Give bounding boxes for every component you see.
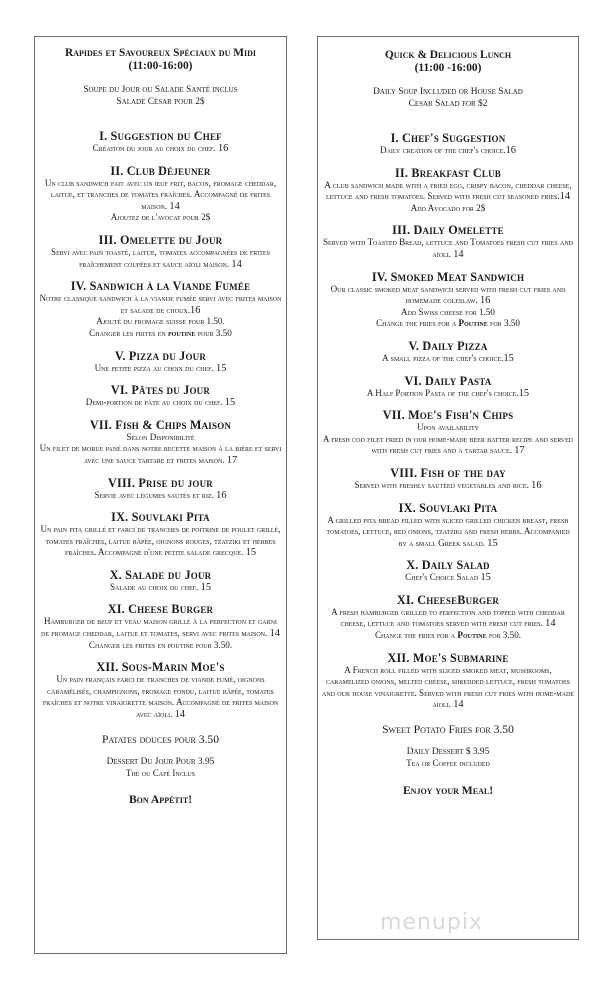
menu-item	[322, 501, 574, 550]
item-desc: Un pain français farci de tranches de viande fumé, oignons caramélisés, champignons, fromage fondu, laitue râpée, tomates fraîches et notre vinaigrette maison. Accompagné de frites maison avec aïoli.	[42, 674, 279, 720]
item-price: 15	[216, 362, 227, 374]
menu-item	[322, 651, 574, 711]
item-price: 15	[518, 387, 530, 399]
item-price: 16	[216, 489, 227, 501]
item-price: 16	[479, 295, 491, 307]
item-price: 15	[487, 537, 498, 549]
menu-item	[322, 374, 574, 400]
item-desc: A small pizza of the chef's choice.	[382, 352, 504, 363]
item-title: XII. Sous-Marin Moe's	[96, 660, 225, 675]
menu-hours: (11:00 -16:00)	[414, 62, 482, 74]
item-addon: Add Avocado for 2$	[410, 202, 486, 213]
item-note: Upon availability	[417, 422, 479, 433]
item-addon: Ajoutez de l'avocat pour 2$	[110, 212, 211, 223]
item-title: VII. Moe's Fish'n Chips	[382, 408, 514, 423]
item-desc: Served with Toasted Bread, lettuce and Tomatoes fresh cut fries and aïoli.	[323, 237, 573, 259]
item-price: 14	[453, 699, 464, 711]
item-desc: Daily creation of the chef's choice.	[380, 145, 506, 155]
dessert-line: Tea or Coffee included	[406, 758, 490, 769]
menu-item	[322, 270, 574, 330]
menu-item	[39, 510, 282, 559]
item-desc: A fresh cod filet fried in our home-made beer batter recipe and served with fresh cut fries and a tartar sauce.	[322, 433, 574, 456]
item-title: IV. Smoked Meat Sandwich	[371, 269, 525, 284]
item-price: 16	[505, 145, 516, 156]
item-title: IX. Souvlaki Pita	[111, 510, 210, 525]
menu-item	[39, 233, 282, 270]
menu-item	[39, 660, 282, 720]
english-menu-panel	[317, 36, 579, 940]
menu-item	[39, 418, 282, 467]
menu-item	[39, 476, 282, 502]
item-title: IV. Sandwich à la Viande Fumée	[70, 279, 251, 294]
item-desc: Salade au choix du chef.	[109, 581, 201, 592]
item-price: 15	[480, 572, 491, 584]
menu-item	[39, 383, 282, 409]
item-title: XI. Cheese Burger	[107, 602, 214, 617]
item-price: 15	[503, 352, 514, 364]
item-title: III. Daily Omelette	[392, 223, 504, 238]
french-menu-panel	[34, 36, 287, 954]
item-addon-bold: Poutine	[457, 630, 487, 641]
item-desc: A Half Portion Pasta of the chef's choice.	[366, 387, 519, 398]
item-title: VI. Pâtes du Jour	[110, 383, 211, 398]
item-desc: Un club sandwich fait avec un œuf frit, bacon, fromage cheddar, laitue, et tranches de tomates fraîches. Accompagné de frites maison.	[44, 177, 277, 211]
menu-item	[39, 602, 282, 651]
item-price: 14	[169, 200, 180, 212]
menu-hours: (11:00-16:00)	[128, 60, 193, 72]
menu-intro: Soupe du Jour ou Salade Santé inclus	[83, 85, 238, 95]
item-desc: A fresh hamburger grilled to perfection and topped with cheddar cheese, lettuce and tomatoes served with fresh cut fries.	[331, 606, 565, 629]
menu-item	[322, 408, 574, 457]
menu-title: Quick & Delicious Lunch	[384, 49, 512, 61]
item-desc: A grilled pita bread filled with sliced grilled chicken breast, fresh tomatoes, lettuce, red onions, tzatziki and fresh herbs. Accompanied by a small Greek salad.	[326, 514, 570, 548]
item-desc: Hamburger de beuf et veau maison grillé à la perfection et garni de fromage cheddar, laitue et tomates, servi avec frites maison.	[41, 616, 277, 639]
menu-title: Rapides et Savoureux Spéciaux du Midi	[65, 47, 256, 59]
dessert-line: Thé ou Café Inclus	[125, 767, 196, 778]
item-desc: Servie avec légumes sautés et riz.	[94, 489, 217, 500]
menu-item	[39, 164, 282, 224]
menu-item	[39, 349, 282, 375]
item-addon: for 3.50.	[486, 630, 522, 641]
item-price: 17	[226, 454, 238, 466]
item-addon: Add Swiss cheese for 1.50	[401, 306, 495, 317]
item-note: Selon Disponibilité	[126, 431, 195, 442]
item-price: 14	[545, 618, 556, 630]
item-price: 17	[514, 445, 525, 457]
menu-item	[322, 166, 574, 215]
item-title: III. Omelette du Jour	[98, 232, 223, 247]
menu-item	[322, 466, 574, 492]
menu-intro: Daily Soup Included or House Salad	[373, 87, 523, 97]
menu-intro: Cesar Salad for $2	[408, 98, 488, 109]
item-price: 14	[559, 191, 571, 203]
item-title: II. Club Déjeuner	[110, 163, 211, 178]
item-addon: Change the fries for a	[374, 630, 458, 641]
menu-intro: Salade César pour 2$	[116, 96, 205, 107]
item-desc: Demi-portion de pâte au choix du chef.	[85, 397, 225, 408]
item-title: X. Salade du Jour	[109, 567, 212, 582]
item-addon: for 3.50	[487, 318, 520, 329]
item-desc: Notre classique sandwich à la viande fumée servi avec frites maison et salade de choux.	[39, 293, 282, 315]
item-desc: Un pain pita grillé et farci de tranches de poitrine de poulet grillé, tomates fraîches, laitue râpée, oignons rouges, tzatziki et herbes fraîches. Accompagné d'une petite salade grecque.	[40, 524, 281, 558]
menu-item	[322, 131, 574, 157]
item-title: XI. CheeseBurger	[396, 592, 500, 607]
item-desc: Création du jour au choix du chef.	[92, 143, 218, 153]
item-price: 14	[174, 709, 186, 721]
item-desc: Served with freshly sautéed vegetables and rice.	[354, 479, 532, 490]
menu-item	[322, 558, 574, 584]
item-title: II. Breakfast Club	[394, 165, 501, 180]
menu-item	[322, 339, 574, 365]
item-desc: A French roll filled with sliced smoked meat, mushrooms, caramelized onions, melted cheese, shredded lettuce, fresh tomatoes and our house vinaigrette. Served with fresh cut fries with home-made aioli.	[322, 664, 574, 710]
item-title: VIII. Fish of the day	[390, 465, 506, 480]
item-title: I. Suggestion du Chef	[99, 129, 222, 143]
dessert-line: Daily Dessert $ 3.95	[406, 747, 490, 758]
item-price: 14	[269, 628, 280, 640]
item-desc: A club sandwich made with a fried egg, crispy bacon, cheddar cheese, lettuce and fresh tomatoes. Served with fresh cut seasoned fries.	[324, 179, 572, 202]
closing-message: Bon Appétit!	[128, 793, 193, 807]
item-title: X. Daily Salad	[406, 558, 490, 573]
item-addon: Changer les frites en poutine pour 3.50.	[88, 639, 233, 650]
item-price: 16	[531, 479, 542, 491]
item-addon: Ajouté du fromage suisse pour 1.50.	[96, 316, 225, 327]
item-price: 14	[231, 258, 242, 270]
closing-message: Enjoy your Meal!	[402, 783, 494, 797]
item-desc: Chef's Choice Salad	[405, 572, 481, 583]
item-desc: Une petite pizza au choix du chef.	[94, 362, 217, 373]
menu-item	[39, 568, 282, 594]
side-option: Sweet Potato Fries for 3.50	[382, 723, 514, 737]
item-title: VI. Daily Pasta	[404, 373, 492, 388]
menu-item	[322, 593, 574, 642]
item-addon: Change the fries for a	[376, 318, 459, 329]
item-price: 16	[190, 304, 201, 316]
menu-item	[322, 223, 574, 260]
item-desc: Our classic smoked meat sandwich served with fresh cut fries and homemade coleslaw.	[330, 283, 566, 306]
item-addon-bold: poutine	[168, 327, 196, 338]
item-price: 15	[245, 547, 257, 559]
item-title: V. Daily Pizza	[408, 338, 488, 353]
item-addon: pour 3.50	[195, 327, 232, 338]
item-title: I. Chef's Suggestion	[390, 131, 506, 145]
item-desc: Un filet de morue pané dans notre recette maison à la bière et servi avec une sauce tartare et frites maison.	[39, 443, 282, 465]
side-option: Patates douces pour 3.50	[101, 732, 220, 746]
item-title: V. Pizza du Jour	[114, 348, 207, 363]
item-addon: Changer les frites en	[89, 327, 168, 338]
item-title: VII. Fish & Chips Maison	[89, 417, 232, 432]
watermark-logo: menupix	[380, 910, 483, 935]
item-title: XII. Moe's Submarine	[387, 650, 509, 665]
menu-item	[39, 279, 282, 339]
item-desc: Servi avec pain toasté, laitue, tomates accompagnées de frites fraîchement coupées et sauce aïoli maison.	[51, 246, 270, 269]
dessert-line: Dessert Du Jour Pour 3.95	[106, 756, 215, 767]
item-price: 15	[200, 581, 212, 593]
item-price: 15	[224, 397, 236, 409]
item-addon-bold: Poutine	[458, 318, 488, 329]
item-price: 14	[453, 248, 464, 260]
menu-item	[39, 129, 282, 155]
item-title: IX. Souvlaki Pita	[398, 500, 498, 515]
item-price: 16	[217, 143, 229, 154]
item-title: VIII. Prise du jour	[108, 475, 213, 490]
